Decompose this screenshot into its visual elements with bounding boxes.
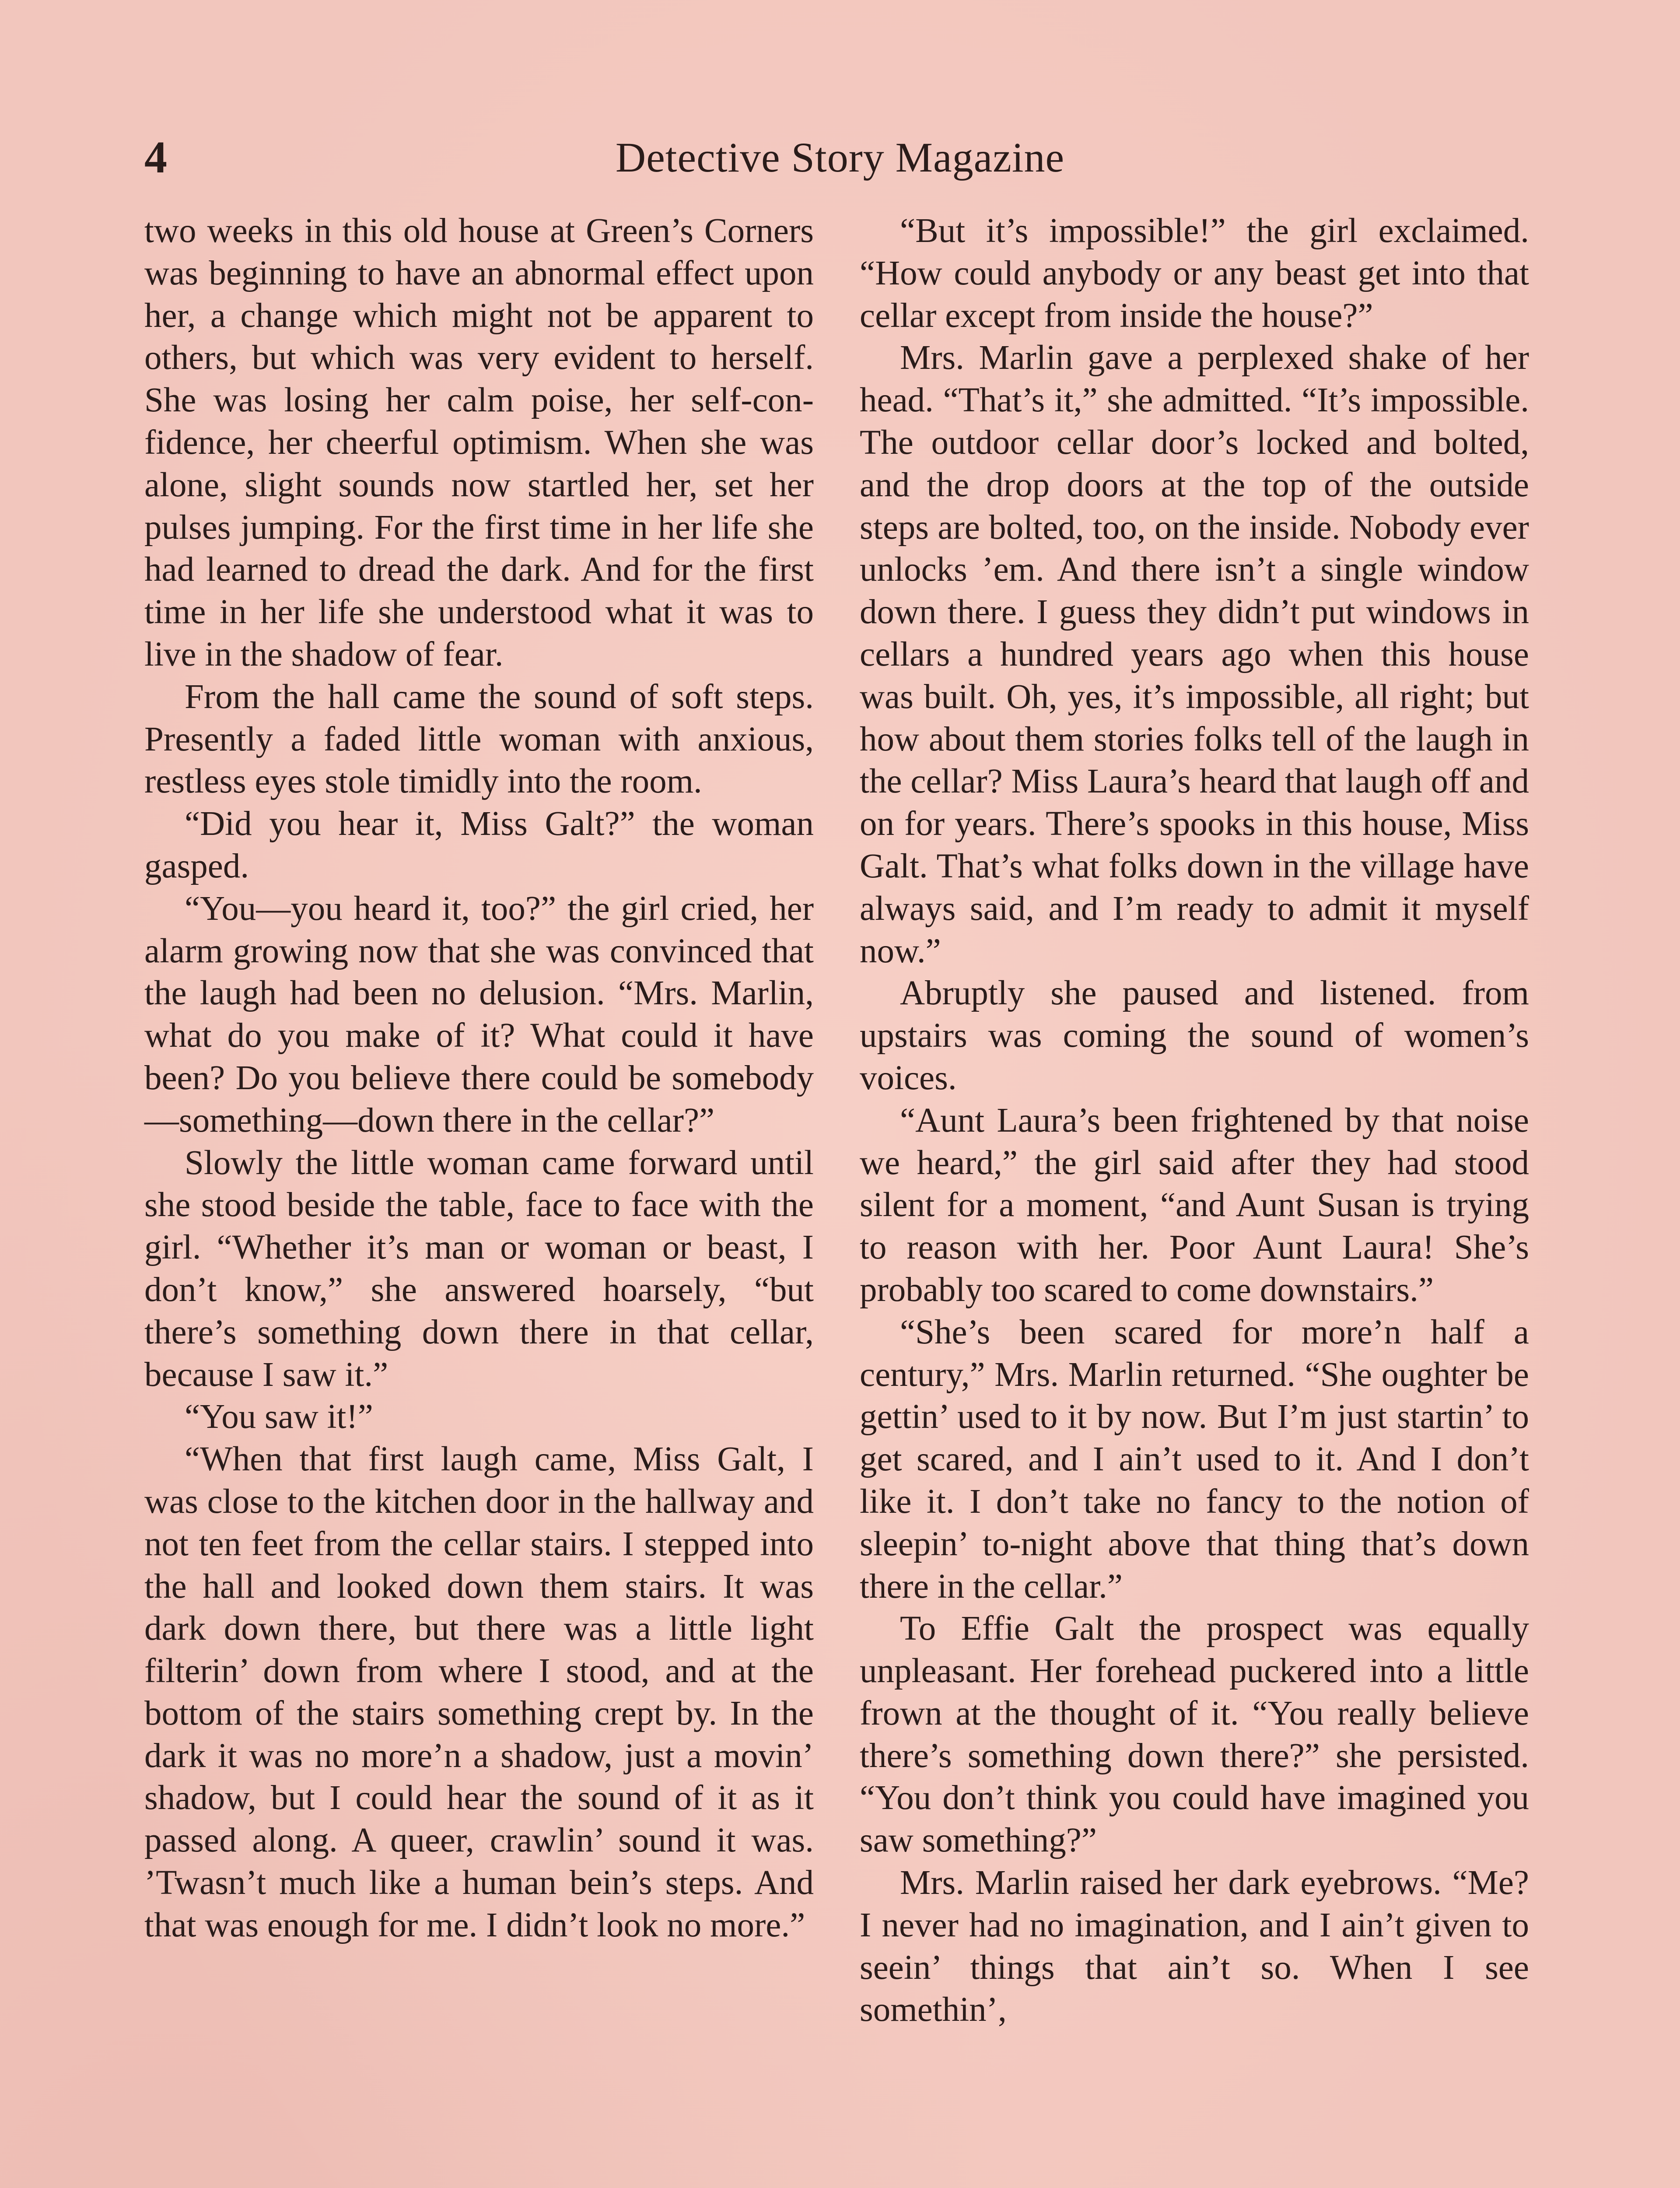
paragraph: “Did you hear it, Miss Galt?” the woman gasped. [144, 805, 814, 885]
paragraph: “But it’s impossible!” the girl exclaimed. “How could anybody or any beast get into that cellar except from inside the house?” [860, 212, 1529, 335]
paragraph: Slowly the little woman came forward until she stood beside the table, face to face with the girl. “Whether it’s man or woman or beast, I don’t know,” she answered hoarsely, “but there’s something down there in that cellar, because I saw it.” [144, 1143, 814, 1394]
paragraph: Abruptly she paused and listened. from upstairs was coming the sound of women’s voices. [860, 974, 1529, 1097]
paragraph: “Aunt Laura’s been frightened by that noise we heard,” the girl said after they had stood silent for a moment, “and Aunt Susan is trying to reason with her. Poor Aunt Laura! She’s probably too scared to come downstairs.” [860, 1101, 1529, 1309]
paragraph: To Effie Galt the prospect was equally unpleasant. Her forehead puckered into a little frown at the thought of it. “You really believe there’s something down there?” she persisted. “You don’t think you could have imagined you saw something?” [860, 1609, 1529, 1860]
left-text-column [144, 210, 814, 1947]
paragraph: “When that first laugh came, Miss Galt, I was close to the kitchen door in the hallway and not ten feet from the cellar stairs. I stepped into the hall and looked down them stairs. It was dark down there, but there was a little light filterin’ down from where I stood, and at the bottom of the stairs something crept by. In the dark it was no more’n a shadow, just a movin’ shadow, but I could hear the sound of it as it passed along. A queer, crawlin’ sound it was. ’Twasn’t much like a human bein’s steps. And that was enough for me. I didn’t look no more.” [144, 1440, 814, 1944]
paragraph: “You—you heard it, too?” the girl cried, her alarm growing now that she was convinced that the laugh had been no delusion. “Mrs. Marlin, what do you make of it? What could it have been? Do you believe there could be somebody—something—down there in the cellar?” [144, 889, 814, 1140]
paragraph: “She’s been scared for more’n half a century,” Mrs. Marlin returned. “She oughter be gettin’ used to it by now. But I’m just startin’ to get scared, and I ain’t used to it. And I don’t like it. I don’t take no fancy to the notion of sleepin’ to-night above that thing that’s down there in the cellar.” [860, 1313, 1529, 1606]
running-title: Detective Story Magazine [615, 134, 1065, 181]
paragraph: From the hall came the sound of soft steps. Presently a faded little woman with anxious, restless eyes stole timidly into the room. [144, 677, 814, 801]
paragraph: “You saw it!” [185, 1398, 373, 1436]
paragraph: Mrs. Marlin raised her dark eyebrows. “Me? I never had no imagination, and I ain’t given to seein’ things that ain’t so. When I see somethin’, [860, 1864, 1529, 2029]
paragraph: two weeks in this old house at Green’s Corners was beginning to have an abnormal effect upon her, a change which might not be apparent to others, but which was very evident to herself. She was losing her calm poise, her self-confidence, her cheerful optimism. When she was alone, slight sounds now startled her, set her pulses jumping. For the first time in her life she had learned to dread the dark. And for the first time in her life she understood what it was to live in the shadow of fear. [144, 212, 814, 673]
page-header [144, 127, 1536, 188]
paragraph: Mrs. Marlin gave a perplexed shake of her head. “That’s it,” she admitted. “It’s impossible. The outdoor cellar door’s locked and bolted, and the drop doors at the top of the outside steps are bolted, too, on the inside. Nobody ever unlocks ’em. And there isn’t a single window down there. I guess they didn’t put windows in cellars a hundred years ago when this house was built. Oh, yes, it’s impossible, all right; but how about them stories folks tell of the laugh in the cellar? Miss Laura’s heard that laugh off and on for years. There’s spooks in this house, Miss Galt. That’s what folks down in the village have always said, and I’m ready to admit it myself now.” [860, 339, 1529, 970]
right-text-column [860, 210, 1529, 2031]
page-number: 4 [144, 132, 167, 182]
